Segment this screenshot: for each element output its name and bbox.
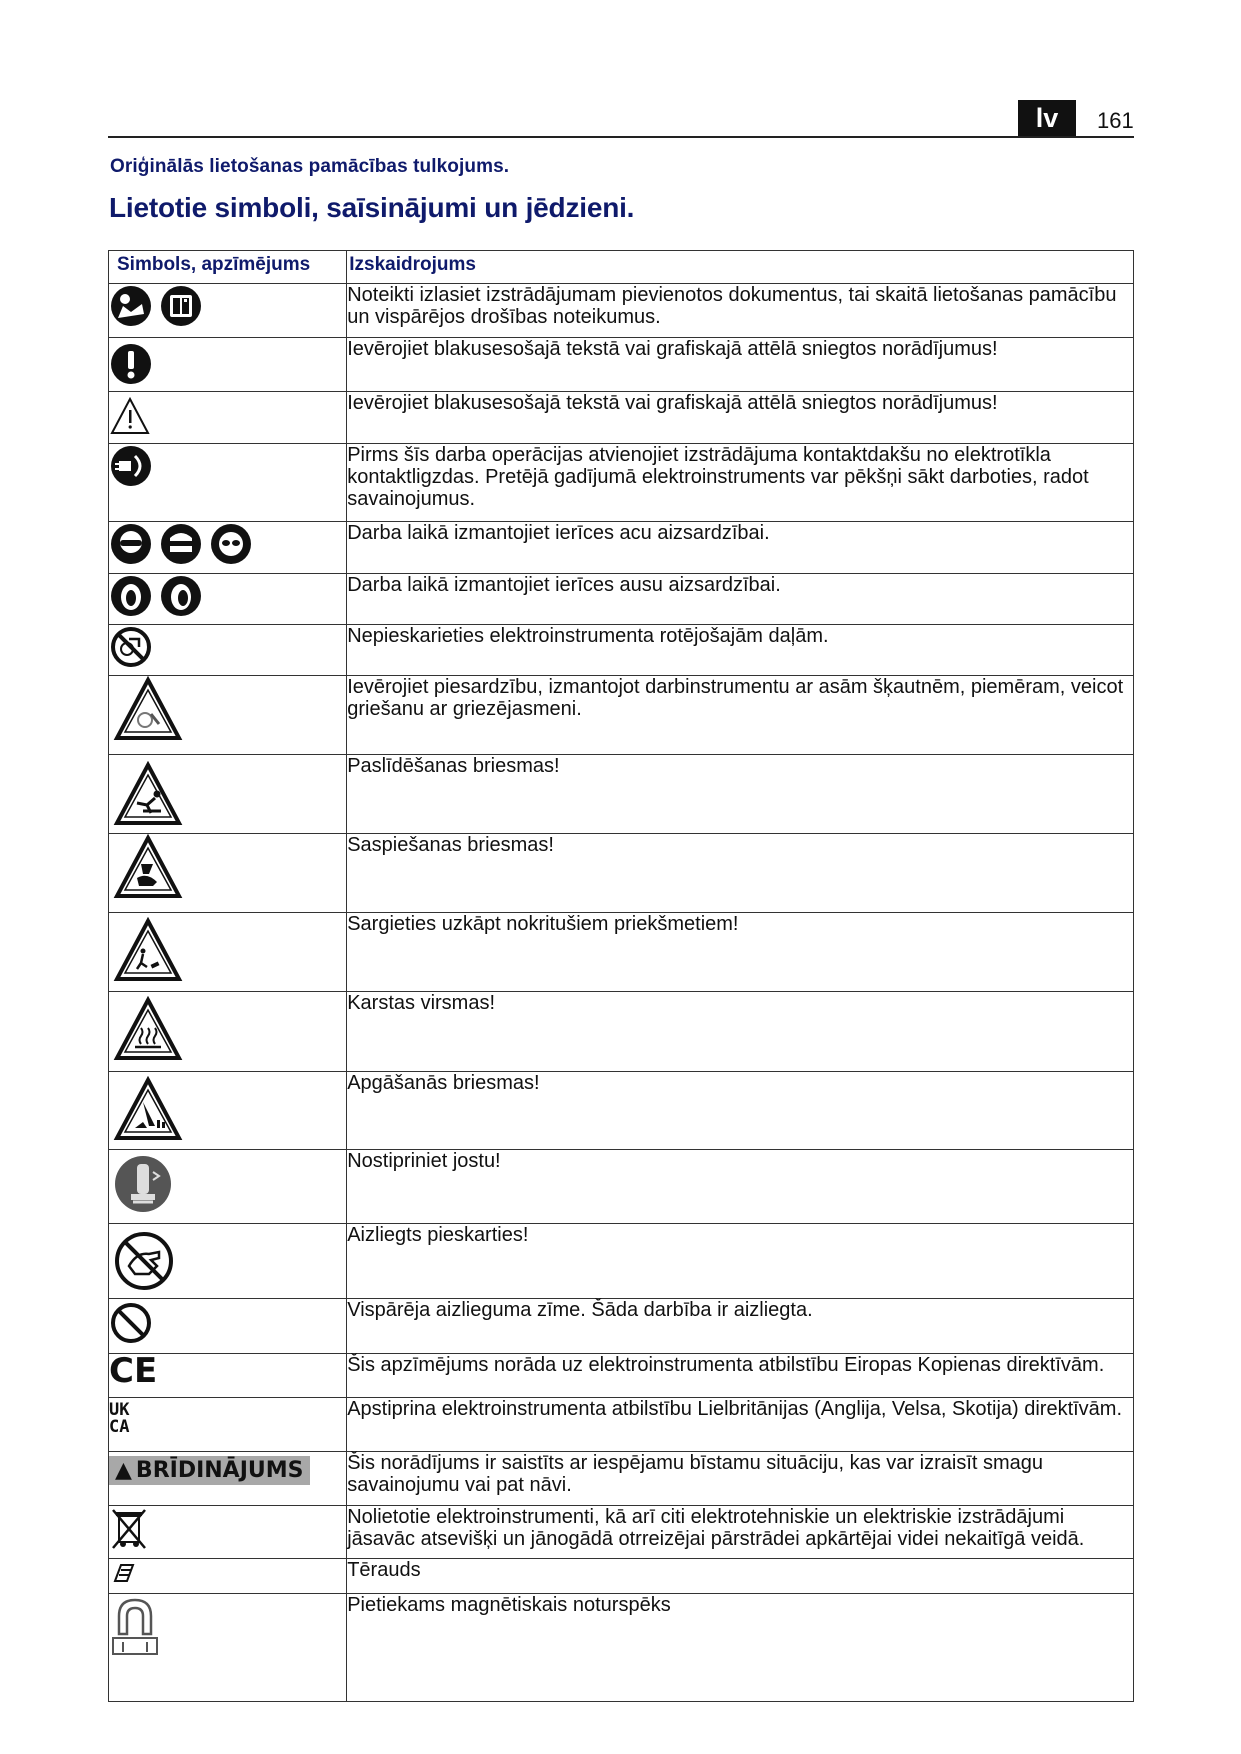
table-row [109, 338, 1134, 392]
header-rule [108, 136, 1134, 138]
explanation-cell: Paslīdēšanas briesmas! [347, 755, 1134, 834]
symbol-cell [109, 1506, 347, 1559]
falling-objects-icon [113, 917, 183, 983]
warning-triangle-icon [109, 396, 151, 436]
explanation-cell: Apstiprina elektroinstrumenta atbilstību Lielbritānijas (Anglija, Velsa, Skotija) direktīvām. [347, 1398, 1134, 1452]
table-row [109, 992, 1134, 1072]
table-row [109, 1559, 1134, 1594]
explanation-cell: Karstas virsmas! [347, 992, 1134, 1072]
explanation-cell: Pirms šīs darba operācijas atvienojiet izstrādājuma kontaktdakšu no elektrotīkla kontaktligzdas. Pretējā gadījumā elektroinstruments var pēkšņi sākt darboties, radot savainojumus. [347, 444, 1134, 522]
no-touch-icon [113, 1230, 175, 1292]
explanation-cell: Pietiekams magnētiskais noturspēks [347, 1594, 1134, 1702]
explanation-cell: Ievērojiet blakusesošajā tekstā vai grafiskajā attēlā sniegtos norādījumus! [347, 392, 1134, 444]
ukca-mark-bottom: CA [109, 1417, 130, 1437]
table-row [109, 834, 1134, 913]
explanation-cell: Ievērojiet blakusesošajā tekstā vai grafiskajā attēlā sniegtos norādījumus! [347, 338, 1134, 392]
table-row [109, 1354, 1134, 1398]
manual-book-icon [159, 284, 203, 328]
slip-hazard-icon [113, 761, 183, 827]
magnet-force-icon [109, 1594, 161, 1660]
page-number: 161 [1097, 108, 1134, 133]
no-touch-rotating-icon [109, 625, 153, 669]
table-row [109, 1594, 1134, 1702]
symbol-cell [109, 1299, 347, 1354]
safety-goggles-icon [209, 522, 253, 566]
table-row [109, 913, 1134, 992]
warning-label-text: BRĪDINĀJUMS [135, 1458, 304, 1483]
table-row [109, 676, 1134, 755]
crush-hazard-icon [113, 834, 183, 900]
symbol-cell [109, 1594, 347, 1702]
symbol-cell [109, 1559, 347, 1594]
earmuffs-icon [159, 574, 203, 618]
read-manual-icon [109, 284, 153, 328]
symbol-cell [109, 1452, 347, 1506]
table-row [109, 1299, 1134, 1354]
ce-mark-icon: CE [109, 1351, 158, 1391]
unplug-icon [109, 444, 153, 488]
prohibition-icon [109, 1301, 153, 1345]
table-row [109, 522, 1134, 574]
table-row [109, 444, 1134, 522]
tipping-hazard-icon [113, 1076, 183, 1142]
table-row [109, 1506, 1134, 1559]
symbol-cell [109, 1351, 347, 1398]
explanation-cell: Noteikti izlasiet izstrādājumam pievienotos dokumentus, tai skaitā lietošanas pamācību un vispārējos drošības noteikumus. [347, 284, 1134, 338]
explanation-cell: Sargieties uzkāpt nokritušiem priekšmetiem! [347, 913, 1134, 992]
symbol-cell [109, 1398, 347, 1452]
explanation-cell: Šis norādījums ir saistīts ar iespējamu bīstamu situāciju, kas var izraisīt smagu savainojumu vai pat nāvi. [347, 1452, 1134, 1506]
explanation-cell: Darba laikā izmantojiet ierīces acu aizsardzībai. [347, 522, 1134, 574]
symbol-cell [109, 755, 347, 834]
symbol-cell [109, 444, 347, 522]
explanation-cell: Vispārēja aizlieguma zīme. Šāda darbība ir aizliegta. [347, 1299, 1134, 1354]
table-row [109, 284, 1134, 338]
symbol-cell [109, 1150, 347, 1224]
table-row [109, 625, 1134, 676]
explanation-cell: Apgāšanās briesmas! [347, 1072, 1134, 1150]
translation-note: Oriģinālās lietošanas pamācības tulkojums. [110, 156, 510, 177]
table-row [109, 1398, 1134, 1452]
table-row [109, 574, 1134, 625]
explanation-cell: Tērauds [347, 1559, 1134, 1594]
symbol-cell [109, 392, 347, 444]
face-shield-icon [159, 522, 203, 566]
language-badge: lv [1018, 100, 1076, 136]
page-title: Lietotie simboli, saīsinājumi un jēdzieni. [109, 192, 635, 223]
ukca-mark-icon [109, 1402, 346, 1436]
steel-icon [109, 1559, 139, 1587]
symbol-cell [109, 834, 347, 913]
symbol-cell [109, 522, 347, 574]
table-header-row [109, 251, 1134, 284]
table-row [109, 392, 1134, 444]
table-row [109, 1072, 1134, 1150]
hot-surface-icon [113, 996, 183, 1062]
explanation-cell: Nepieskarieties elektroinstrumenta rotējošajām daļām. [347, 625, 1134, 676]
ear-protection-icon [109, 574, 153, 618]
symbols-table [108, 250, 1134, 1702]
explanation-cell: Nostipriniet jostu! [347, 1150, 1134, 1224]
column-header-explanation: Izskaidrojums [347, 251, 1134, 284]
exclamation-icon [109, 342, 153, 386]
symbol-cell [109, 676, 347, 755]
eye-protection-icon [109, 522, 153, 566]
symbol-cell [109, 338, 347, 392]
table-row [109, 755, 1134, 834]
symbol-cell [109, 284, 347, 338]
symbol-cell [109, 574, 347, 625]
weee-bin-icon [109, 1506, 149, 1550]
explanation-cell: Saspiešanas briesmas! [347, 834, 1134, 913]
symbol-cell [109, 1224, 347, 1299]
fasten-belt-icon [113, 1154, 173, 1214]
table-row [109, 1452, 1134, 1506]
symbol-cell [109, 992, 347, 1072]
symbol-cell [109, 1072, 347, 1150]
symbol-cell [109, 913, 347, 992]
explanation-cell: Ievērojiet piesardzību, izmantojot darbinstrumentu ar asām šķautnēm, piemēram, veicot griešanu ar griezējasmeni. [347, 676, 1134, 755]
explanation-cell: Šis apzīmējums norāda uz elektroinstrumenta atbilstību Eiropas Kopienas direktīvām. [347, 1354, 1134, 1398]
table-row [109, 1150, 1134, 1224]
symbol-cell [109, 625, 347, 676]
explanation-cell: Nolietotie elektroinstrumenti, kā arī citi elektrotehniskie un elektriskie izstrādājumi jāsavāc atsevišķi un jānogādā otrreizējai pārstrādei apkārtējai videi nekaitīgā veidā. [347, 1506, 1134, 1559]
warning-small-icon: ▲ [115, 1458, 132, 1483]
warning-label-icon [109, 1456, 310, 1485]
sharp-blade-warning-icon [113, 676, 183, 742]
explanation-cell: Darba laikā izmantojiet ierīces ausu aizsardzībai. [347, 574, 1134, 625]
explanation-cell: Aizliegts pieskarties! [347, 1224, 1134, 1299]
table-row [109, 1224, 1134, 1299]
ukca-mark-top: UK [109, 1400, 130, 1420]
column-header-symbol: Simbols, apzīmējums [109, 251, 347, 284]
